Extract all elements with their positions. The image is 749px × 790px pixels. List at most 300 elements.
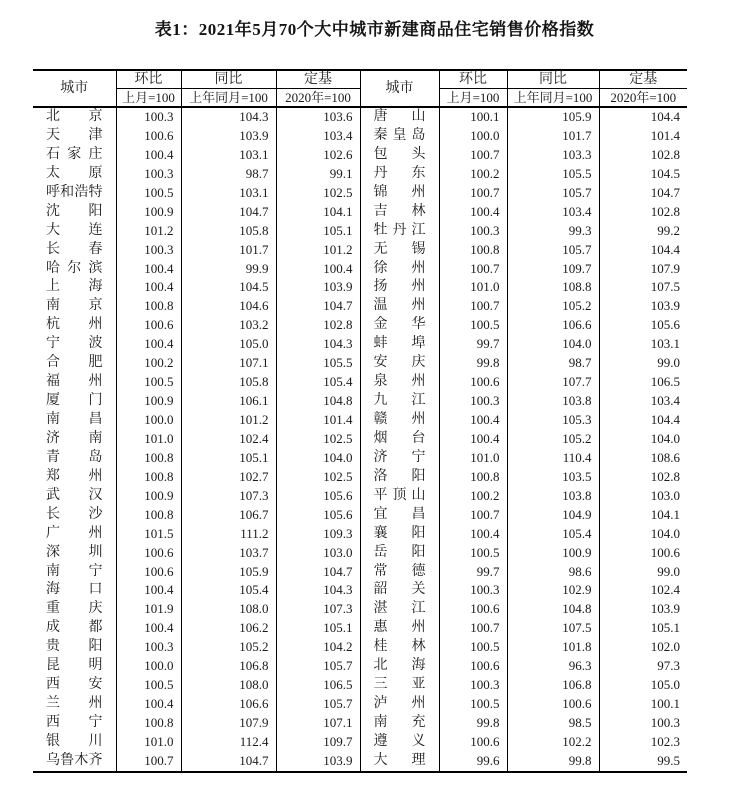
city-name: 宁波 xyxy=(46,336,103,352)
city-cell xyxy=(33,714,116,733)
header-yoy-base-right: 上年同月=100 xyxy=(507,89,599,108)
city-cell xyxy=(33,468,116,487)
table-row xyxy=(33,638,687,657)
yoy-value-cell: 106.6 xyxy=(507,316,599,335)
mom-value-cell: 99.8 xyxy=(439,714,507,733)
yoy-value-cell: 107.7 xyxy=(507,373,599,392)
city-cell xyxy=(33,146,116,165)
mom-value-cell: 100.3 xyxy=(439,392,507,411)
fixed-value-cell: 104.7 xyxy=(599,184,687,203)
yoy-value-cell: 106.2 xyxy=(181,619,276,638)
city-name: 惠州 xyxy=(373,620,426,636)
mom-value-cell: 100.3 xyxy=(439,581,507,600)
yoy-value-cell: 104.8 xyxy=(507,600,599,619)
table-row xyxy=(33,127,687,146)
city-name: 宜昌 xyxy=(373,506,426,522)
header-fixed-right: 定基 xyxy=(599,70,687,89)
city-cell xyxy=(360,316,439,335)
fixed-value-cell: 99.0 xyxy=(599,354,687,373)
fixed-value-cell: 102.5 xyxy=(276,184,360,203)
city-cell xyxy=(360,544,439,563)
fixed-value-cell: 106.5 xyxy=(599,373,687,392)
city-name: 包头 xyxy=(373,146,426,162)
city-cell xyxy=(360,146,439,165)
yoy-value-cell: 105.4 xyxy=(181,581,276,600)
table-row xyxy=(33,544,687,563)
fixed-value-cell: 102.8 xyxy=(276,316,360,335)
city-name: 北海 xyxy=(373,658,426,674)
mom-value-cell: 100.0 xyxy=(116,411,181,430)
city-cell xyxy=(33,506,116,525)
mom-value-cell: 101.0 xyxy=(439,278,507,297)
yoy-value-cell: 112.4 xyxy=(181,733,276,752)
fixed-value-cell: 104.4 xyxy=(599,241,687,260)
header-city-right: 城市 xyxy=(360,70,439,107)
mom-value-cell: 100.8 xyxy=(116,506,181,525)
fixed-value-cell: 102.8 xyxy=(599,468,687,487)
table-row xyxy=(33,278,687,297)
mom-value-cell: 100.2 xyxy=(116,354,181,373)
fixed-value-cell: 102.6 xyxy=(276,146,360,165)
mom-value-cell: 100.8 xyxy=(116,714,181,733)
table-row xyxy=(33,563,687,582)
table-row xyxy=(33,241,687,260)
yoy-value-cell: 104.6 xyxy=(181,297,276,316)
fixed-value-cell: 104.3 xyxy=(276,335,360,354)
mom-value-cell: 100.8 xyxy=(116,468,181,487)
yoy-value-cell: 105.5 xyxy=(507,165,599,184)
fixed-value-cell: 104.1 xyxy=(276,203,360,222)
table-row xyxy=(33,430,687,449)
city-name: 厦门 xyxy=(46,393,103,409)
price-index-table xyxy=(33,69,687,773)
yoy-value-cell: 100.9 xyxy=(507,544,599,563)
yoy-value-cell: 105.9 xyxy=(181,563,276,582)
table-header xyxy=(33,70,687,107)
yoy-value-cell: 111.2 xyxy=(181,525,276,544)
mom-value-cell: 100.5 xyxy=(116,676,181,695)
yoy-value-cell: 108.0 xyxy=(181,676,276,695)
city-name: 南京 xyxy=(46,298,103,314)
mom-value-cell: 100.4 xyxy=(116,278,181,297)
header-fixed-base-right: 2020年=100 xyxy=(599,89,687,108)
yoy-value-cell: 105.4 xyxy=(507,525,599,544)
mom-value-cell: 100.7 xyxy=(116,752,181,772)
city-cell xyxy=(33,752,116,772)
mom-value-cell: 100.3 xyxy=(116,165,181,184)
fixed-value-cell: 107.9 xyxy=(599,260,687,279)
city-cell xyxy=(33,241,116,260)
mom-value-cell: 100.7 xyxy=(439,506,507,525)
table-row xyxy=(33,468,687,487)
mom-value-cell: 100.7 xyxy=(439,297,507,316)
yoy-value-cell: 103.5 xyxy=(507,468,599,487)
fixed-value-cell: 105.7 xyxy=(276,657,360,676)
city-cell xyxy=(360,222,439,241)
fixed-value-cell: 104.4 xyxy=(599,411,687,430)
page-title: 表1：2021年5月70个大中城市新建商品住宅销售价格指数 xyxy=(154,20,595,39)
mom-value-cell: 100.5 xyxy=(439,695,507,714)
mom-value-cell: 100.7 xyxy=(439,619,507,638)
yoy-value-cell: 105.7 xyxy=(507,241,599,260)
yoy-value-cell: 103.9 xyxy=(181,127,276,146)
header-mom-base-right: 上月=100 xyxy=(439,89,507,108)
city-name: 青岛 xyxy=(46,449,103,465)
yoy-value-cell: 110.4 xyxy=(507,449,599,468)
city-name: 沈阳 xyxy=(46,203,103,219)
yoy-value-cell: 102.7 xyxy=(181,468,276,487)
fixed-value-cell: 105.0 xyxy=(599,676,687,695)
city-cell xyxy=(33,638,116,657)
mom-value-cell: 100.4 xyxy=(116,581,181,600)
mom-value-cell: 100.6 xyxy=(116,544,181,563)
fixed-value-cell: 104.7 xyxy=(276,563,360,582)
fixed-value-cell: 99.2 xyxy=(599,222,687,241)
city-name: 杭州 xyxy=(46,317,103,333)
city-name: 济宁 xyxy=(373,449,426,465)
city-name: 重庆 xyxy=(46,601,103,617)
table-row xyxy=(33,657,687,676)
mom-value-cell: 100.5 xyxy=(439,638,507,657)
mom-value-cell: 100.4 xyxy=(439,430,507,449)
fixed-value-cell: 107.5 xyxy=(599,278,687,297)
city-cell xyxy=(33,487,116,506)
yoy-value-cell: 99.9 xyxy=(181,260,276,279)
city-name: 吉林 xyxy=(373,203,426,219)
yoy-value-cell: 107.5 xyxy=(507,619,599,638)
city-name: 三亚 xyxy=(373,677,426,693)
yoy-value-cell: 106.6 xyxy=(181,695,276,714)
yoy-value-cell: 105.8 xyxy=(181,222,276,241)
city-cell xyxy=(33,165,116,184)
fixed-value-cell: 103.9 xyxy=(276,752,360,772)
mom-value-cell: 100.4 xyxy=(116,335,181,354)
yoy-value-cell: 103.3 xyxy=(507,146,599,165)
mom-value-cell: 100.8 xyxy=(439,241,507,260)
city-cell xyxy=(360,411,439,430)
city-name: 上海 xyxy=(46,279,103,295)
table-row xyxy=(33,184,687,203)
fixed-value-cell: 99.1 xyxy=(276,165,360,184)
fixed-value-cell: 105.7 xyxy=(276,695,360,714)
city-cell xyxy=(360,278,439,297)
table-row xyxy=(33,525,687,544)
fixed-value-cell: 107.1 xyxy=(276,714,360,733)
fixed-value-cell: 104.8 xyxy=(276,392,360,411)
yoy-value-cell: 105.1 xyxy=(181,449,276,468)
mom-value-cell: 100.6 xyxy=(116,563,181,582)
mom-value-cell: 100.5 xyxy=(439,316,507,335)
city-name: 长春 xyxy=(46,241,103,257)
city-cell xyxy=(33,222,116,241)
mom-value-cell: 100.0 xyxy=(439,127,507,146)
city-name: 南宁 xyxy=(46,563,103,579)
fixed-value-cell: 101.4 xyxy=(276,411,360,430)
yoy-value-cell: 102.2 xyxy=(507,733,599,752)
mom-value-cell: 100.9 xyxy=(116,487,181,506)
mom-value-cell: 99.7 xyxy=(439,335,507,354)
mom-value-cell: 100.5 xyxy=(116,184,181,203)
city-name: 常德 xyxy=(373,563,426,579)
city-cell xyxy=(360,487,439,506)
fixed-value-cell: 104.1 xyxy=(599,506,687,525)
mom-value-cell: 100.4 xyxy=(116,619,181,638)
city-name: 南昌 xyxy=(46,412,103,427)
city-cell xyxy=(33,203,116,222)
city-cell xyxy=(360,260,439,279)
mom-value-cell: 100.3 xyxy=(116,638,181,657)
fixed-value-cell: 105.1 xyxy=(276,222,360,241)
yoy-value-cell: 103.8 xyxy=(507,392,599,411)
city-name: 南充 xyxy=(373,715,426,730)
yoy-value-cell: 106.8 xyxy=(181,657,276,676)
fixed-value-cell: 105.5 xyxy=(276,354,360,373)
fixed-value-cell: 107.3 xyxy=(276,600,360,619)
table-row xyxy=(33,581,687,600)
fixed-value-cell: 104.0 xyxy=(276,449,360,468)
fixed-value-cell: 104.4 xyxy=(599,107,687,127)
yoy-value-cell: 103.8 xyxy=(507,487,599,506)
city-cell xyxy=(33,563,116,582)
fixed-value-cell: 100.4 xyxy=(276,260,360,279)
table-row xyxy=(33,752,687,772)
city-cell xyxy=(33,733,116,752)
table-row xyxy=(33,203,687,222)
fixed-value-cell: 103.9 xyxy=(276,278,360,297)
city-cell xyxy=(360,165,439,184)
mom-value-cell: 99.8 xyxy=(439,354,507,373)
city-name: 广州 xyxy=(46,525,103,541)
fixed-value-cell: 101.2 xyxy=(276,241,360,260)
yoy-value-cell: 108.0 xyxy=(181,600,276,619)
yoy-value-cell: 103.4 xyxy=(507,203,599,222)
city-cell xyxy=(360,600,439,619)
mom-value-cell: 100.8 xyxy=(116,297,181,316)
table-row xyxy=(33,260,687,279)
city-name: 福州 xyxy=(46,374,103,390)
city-name: 深圳 xyxy=(46,544,103,560)
city-cell xyxy=(360,506,439,525)
header-fixed-left: 定基 xyxy=(276,70,360,89)
mom-value-cell: 100.6 xyxy=(439,600,507,619)
mom-value-cell: 100.4 xyxy=(439,411,507,430)
city-name: 呼和浩特 xyxy=(46,184,103,200)
city-cell xyxy=(360,203,439,222)
city-cell xyxy=(360,354,439,373)
mom-value-cell: 100.8 xyxy=(439,468,507,487)
yoy-value-cell: 103.1 xyxy=(181,146,276,165)
yoy-value-cell: 103.1 xyxy=(181,184,276,203)
city-cell xyxy=(360,733,439,752)
yoy-value-cell: 101.8 xyxy=(507,638,599,657)
fixed-value-cell: 104.5 xyxy=(599,165,687,184)
city-name: 乌鲁木齐 xyxy=(46,752,103,768)
fixed-value-cell: 105.6 xyxy=(276,506,360,525)
table-row xyxy=(33,449,687,468)
city-name: 泉州 xyxy=(373,374,426,390)
table-row xyxy=(33,392,687,411)
yoy-value-cell: 105.3 xyxy=(507,411,599,430)
fixed-value-cell: 103.9 xyxy=(599,600,687,619)
city-name: 西宁 xyxy=(46,715,103,730)
fixed-value-cell: 102.5 xyxy=(276,430,360,449)
table-body xyxy=(33,107,687,772)
city-cell xyxy=(33,354,116,373)
mom-value-cell: 100.3 xyxy=(439,222,507,241)
mom-value-cell: 100.3 xyxy=(116,107,181,127)
city-cell xyxy=(33,297,116,316)
city-cell xyxy=(33,619,116,638)
yoy-value-cell: 101.7 xyxy=(507,127,599,146)
mom-value-cell: 100.4 xyxy=(116,146,181,165)
yoy-value-cell: 99.3 xyxy=(507,222,599,241)
yoy-value-cell: 98.6 xyxy=(507,563,599,582)
city-name: 襄阳 xyxy=(373,525,426,541)
city-name: 平顶山 xyxy=(373,487,426,503)
yoy-value-cell: 96.3 xyxy=(507,657,599,676)
city-cell xyxy=(33,449,116,468)
fixed-value-cell: 103.6 xyxy=(276,107,360,127)
city-cell xyxy=(33,107,116,127)
city-cell xyxy=(360,449,439,468)
city-cell xyxy=(360,127,439,146)
table-row xyxy=(33,146,687,165)
city-cell xyxy=(33,127,116,146)
yoy-value-cell: 104.3 xyxy=(181,107,276,127)
yoy-value-cell: 106.7 xyxy=(181,506,276,525)
city-name: 扬州 xyxy=(373,279,426,295)
header-fixed-base-left: 2020年=100 xyxy=(276,89,360,108)
fixed-value-cell: 99.5 xyxy=(599,752,687,772)
city-name: 天津 xyxy=(46,127,103,143)
city-cell xyxy=(360,107,439,127)
table-row xyxy=(33,316,687,335)
city-cell xyxy=(33,430,116,449)
city-cell xyxy=(33,581,116,600)
city-cell xyxy=(360,638,439,657)
yoy-value-cell: 100.6 xyxy=(507,695,599,714)
city-cell xyxy=(360,525,439,544)
fixed-value-cell: 100.6 xyxy=(599,544,687,563)
city-name: 唐山 xyxy=(373,109,426,124)
yoy-value-cell: 109.7 xyxy=(507,260,599,279)
city-name: 贵阳 xyxy=(46,639,103,655)
city-name: 济南 xyxy=(46,430,103,446)
header-yoy-right: 同比 xyxy=(507,70,599,89)
city-name: 石家庄 xyxy=(46,146,103,162)
fixed-value-cell: 105.6 xyxy=(276,487,360,506)
yoy-value-cell: 108.8 xyxy=(507,278,599,297)
yoy-value-cell: 107.1 xyxy=(181,354,276,373)
table-row xyxy=(33,222,687,241)
city-name: 合肥 xyxy=(46,355,103,371)
city-name: 长沙 xyxy=(46,506,103,522)
table-row xyxy=(33,107,687,127)
mom-value-cell: 101.0 xyxy=(439,449,507,468)
city-cell xyxy=(33,278,116,297)
city-cell xyxy=(360,752,439,772)
city-name: 西安 xyxy=(46,677,103,693)
table-row xyxy=(33,165,687,184)
table-row xyxy=(33,354,687,373)
fixed-value-cell: 103.4 xyxy=(599,392,687,411)
mom-value-cell: 100.3 xyxy=(116,241,181,260)
yoy-value-cell: 98.7 xyxy=(181,165,276,184)
city-cell xyxy=(33,525,116,544)
city-cell xyxy=(360,676,439,695)
header-city-left: 城市 xyxy=(33,70,116,107)
city-name: 安庆 xyxy=(373,355,426,371)
yoy-value-cell: 105.2 xyxy=(181,638,276,657)
fixed-value-cell: 102.3 xyxy=(599,733,687,752)
yoy-value-cell: 107.3 xyxy=(181,487,276,506)
fixed-value-cell: 102.8 xyxy=(599,203,687,222)
table-row xyxy=(33,676,687,695)
fixed-value-cell: 105.1 xyxy=(599,619,687,638)
mom-value-cell: 99.6 xyxy=(439,752,507,772)
city-cell xyxy=(33,335,116,354)
fixed-value-cell: 100.1 xyxy=(599,695,687,714)
fixed-value-cell: 101.4 xyxy=(599,127,687,146)
fixed-value-cell: 99.0 xyxy=(599,563,687,582)
city-cell xyxy=(360,392,439,411)
fixed-value-cell: 103.0 xyxy=(599,487,687,506)
table-row xyxy=(33,714,687,733)
city-cell xyxy=(360,373,439,392)
city-name: 温州 xyxy=(373,298,426,314)
city-name: 牡丹江 xyxy=(373,222,426,238)
fixed-value-cell: 106.5 xyxy=(276,676,360,695)
mom-value-cell: 100.4 xyxy=(439,203,507,222)
header-yoy-left: 同比 xyxy=(181,70,276,89)
yoy-value-cell: 105.9 xyxy=(507,107,599,127)
city-name: 武汉 xyxy=(46,487,103,503)
city-name: 锦州 xyxy=(373,184,426,200)
fixed-value-cell: 102.4 xyxy=(599,581,687,600)
yoy-value-cell: 103.2 xyxy=(181,316,276,335)
mom-value-cell: 101.0 xyxy=(116,733,181,752)
yoy-value-cell: 104.0 xyxy=(507,335,599,354)
mom-value-cell: 100.0 xyxy=(116,657,181,676)
city-cell xyxy=(33,657,116,676)
page xyxy=(0,15,749,790)
header-mom-left: 环比 xyxy=(116,70,181,89)
yoy-value-cell: 105.0 xyxy=(181,335,276,354)
table-row xyxy=(33,335,687,354)
city-cell xyxy=(360,468,439,487)
city-name: 兰州 xyxy=(46,696,103,712)
yoy-value-cell: 107.9 xyxy=(181,714,276,733)
city-name: 金华 xyxy=(373,317,426,333)
city-name: 大理 xyxy=(373,752,426,768)
yoy-value-cell: 104.5 xyxy=(181,278,276,297)
city-cell xyxy=(360,563,439,582)
fixed-value-cell: 103.4 xyxy=(276,127,360,146)
yoy-value-cell: 105.8 xyxy=(181,373,276,392)
mom-value-cell: 100.1 xyxy=(439,107,507,127)
fixed-value-cell: 102.8 xyxy=(599,146,687,165)
mom-value-cell: 99.7 xyxy=(439,563,507,582)
table-row xyxy=(33,297,687,316)
mom-value-cell: 100.3 xyxy=(439,676,507,695)
header-yoy-base-left: 上年同月=100 xyxy=(181,89,276,108)
yoy-value-cell: 106.8 xyxy=(507,676,599,695)
yoy-value-cell: 106.1 xyxy=(181,392,276,411)
fixed-value-cell: 103.1 xyxy=(599,335,687,354)
city-name: 岳阳 xyxy=(373,544,426,560)
city-name: 成都 xyxy=(46,620,103,636)
yoy-value-cell: 105.2 xyxy=(507,297,599,316)
